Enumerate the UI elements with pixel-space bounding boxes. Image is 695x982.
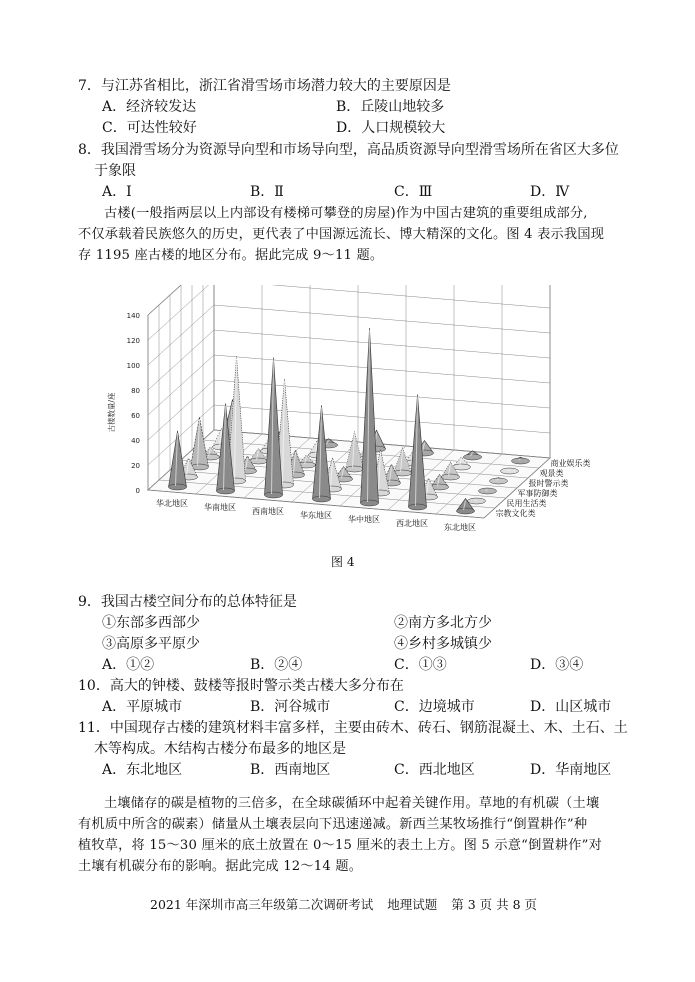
cone-base <box>453 464 471 470</box>
passage1-line3: 存 1195 座古楼的地区分布。据此完成 9～11 题。 <box>78 248 384 263</box>
y-tick-label: 120 <box>126 337 140 345</box>
q10-option-c: C．边境城市 <box>394 699 475 715</box>
q11-option-a: A．东北地区 <box>102 762 183 778</box>
y-tick-label: 80 <box>131 387 140 395</box>
region-label: 西北地区 <box>396 519 428 528</box>
cone-base <box>361 500 379 506</box>
cone-base <box>265 492 283 498</box>
region-label: 华北地区 <box>156 499 188 508</box>
q7-option-b: B．丘陵山地较多 <box>336 99 445 115</box>
region-label: 东北地区 <box>444 523 476 532</box>
region-label: 西南地区 <box>252 507 284 516</box>
category-label: 观景类 <box>539 469 564 478</box>
q9-item-3: ③高原多平原少 <box>102 636 200 652</box>
q11-option-d: D．华南地区 <box>530 762 612 778</box>
q7-option-c: C．可达性较好 <box>102 120 197 136</box>
passage2-line4: 土壤有机碳分布的影响。据此完成 12～14 题。 <box>78 859 363 874</box>
passage1-line2: 不仅承载着民族悠久的历史，更代表了中国源远流长、博大精深的文化。图 4 表示我国现 <box>78 227 605 242</box>
q8-option-a: A．Ⅰ <box>102 184 132 200</box>
q7-option-a: A．经济较发达 <box>102 99 197 115</box>
q9-option-b: B．②④ <box>250 657 303 673</box>
footer-page: 第 3 页 共 8 页 <box>451 897 538 912</box>
y-tick-label: 100 <box>126 362 140 370</box>
cone-base <box>250 458 268 464</box>
q9-option-a: A．①② <box>102 657 155 673</box>
cone-highlight <box>519 459 521 460</box>
q8-option-d: D．Ⅳ <box>530 184 570 200</box>
q11-option-b: B．西南地区 <box>250 762 331 778</box>
category-label: 商业娱乐类 <box>550 459 591 468</box>
q7-stem: 7．与江苏省相比，浙江省滑雪场市场潜力较大的主要原因是 <box>78 78 451 94</box>
q9-option-c: C．①③ <box>394 657 447 673</box>
q11-stem-line1: 11．中国现存古楼的建筑材料丰富多样，主要由砖木、砖石、钢筋混凝土、木、土石、土 <box>78 720 628 736</box>
q10-stem: 10．高大的钟楼、鼓楼等报时警示类古楼大多分布在 <box>78 678 404 694</box>
q10-option-b: B．河谷城市 <box>250 699 331 715</box>
category-label: 军事防御类 <box>517 489 558 498</box>
cone-highlight <box>497 479 499 480</box>
q9-option-d: D．③④ <box>530 657 584 673</box>
cone-1-6 <box>468 498 486 504</box>
y-tick-label: 20 <box>131 462 140 470</box>
figure4-label: 图 4 <box>331 555 355 569</box>
cone-base <box>217 488 235 494</box>
y-tick-label: 60 <box>131 412 140 420</box>
cone-base <box>501 468 519 474</box>
cone-base <box>169 484 187 490</box>
cone-base <box>409 504 427 510</box>
back-wall <box>214 285 550 458</box>
category-label: 民用生活类 <box>506 499 547 508</box>
region-label: 华中地区 <box>348 515 380 524</box>
footer-subject: 地理试题 <box>387 897 438 912</box>
cone-base <box>490 478 508 484</box>
cone-base <box>479 488 497 494</box>
q9-item-4: ④乡村多城镇少 <box>394 636 492 652</box>
q10-option-a: A．平原城市 <box>102 699 183 715</box>
cone-base <box>457 508 475 514</box>
cone-highlight <box>475 500 477 501</box>
region-label: 华南地区 <box>204 503 236 512</box>
q9-item-2: ②南方多北方少 <box>394 615 492 631</box>
figure4-chart <box>100 285 600 550</box>
cone-base <box>442 474 460 480</box>
q11-stem-line2: 木等构成。木结构古楼分布最多的地区是 <box>94 741 346 757</box>
q9-stem: 9．我国古楼空间分布的总体特征是 <box>78 594 297 610</box>
region-label: 华东地区 <box>300 511 332 520</box>
cone-2-6 <box>479 488 497 494</box>
y-tick-label: 0 <box>135 487 140 495</box>
q8-stem-line1: 8．我国滑雪场分为资源导向型和市场导向型，高品质资源导向型滑雪场所在省区大多位 <box>78 142 619 158</box>
passage1-line1: 古楼(一般指两层以上内部设有楼梯可攀登的房屋)作为中国古建筑的重要组成部分, <box>104 206 588 221</box>
y-axis-label: 古楼数量/座 <box>107 392 116 433</box>
passage2-line3: 植牧草，将 15～30 厘米的底土放置在 0～15 厘米的表土上方。图 5 示意“倒置耕作”对 <box>78 838 602 853</box>
q8-option-b: B．Ⅱ <box>250 184 284 200</box>
passage2-line2: 有机质中所含的碳素）储量从土壤表层向下迅速递减。新西兰某牧场推行“倒置耕作”种 <box>78 817 588 832</box>
cone-base <box>468 498 486 504</box>
passage2-line1: 土壤储存的碳是植物的三倍多，在全球碳循环中起着关键作用。草地的有机碳（土壤 <box>104 796 600 811</box>
cone-base <box>512 458 530 464</box>
page-footer <box>150 895 547 913</box>
cone-4-6 <box>501 468 519 474</box>
q8-option-c: C．Ⅲ <box>394 184 433 200</box>
q7-option-d: D．人口规模较大 <box>336 120 446 136</box>
q9-item-1: ①东部多西部少 <box>102 615 200 631</box>
cone-base <box>464 454 482 460</box>
cone-base <box>346 466 364 472</box>
q10-option-d: D．山区城市 <box>530 699 612 715</box>
q8-stem-line2: 于象限 <box>94 163 136 179</box>
q11-option-c: C．西北地区 <box>394 762 475 778</box>
y-tick-label: 140 <box>126 312 140 320</box>
footer-exam: 2021 年深圳市高三年级第二次调研考试 <box>150 897 374 912</box>
category-label: 宗教文化类 <box>495 509 536 518</box>
cone-base <box>313 496 331 502</box>
category-label: 报时警示类 <box>528 479 569 488</box>
cone-highlight <box>486 490 488 491</box>
cone-highlight <box>508 470 510 471</box>
y-tick-label: 40 <box>131 437 140 445</box>
